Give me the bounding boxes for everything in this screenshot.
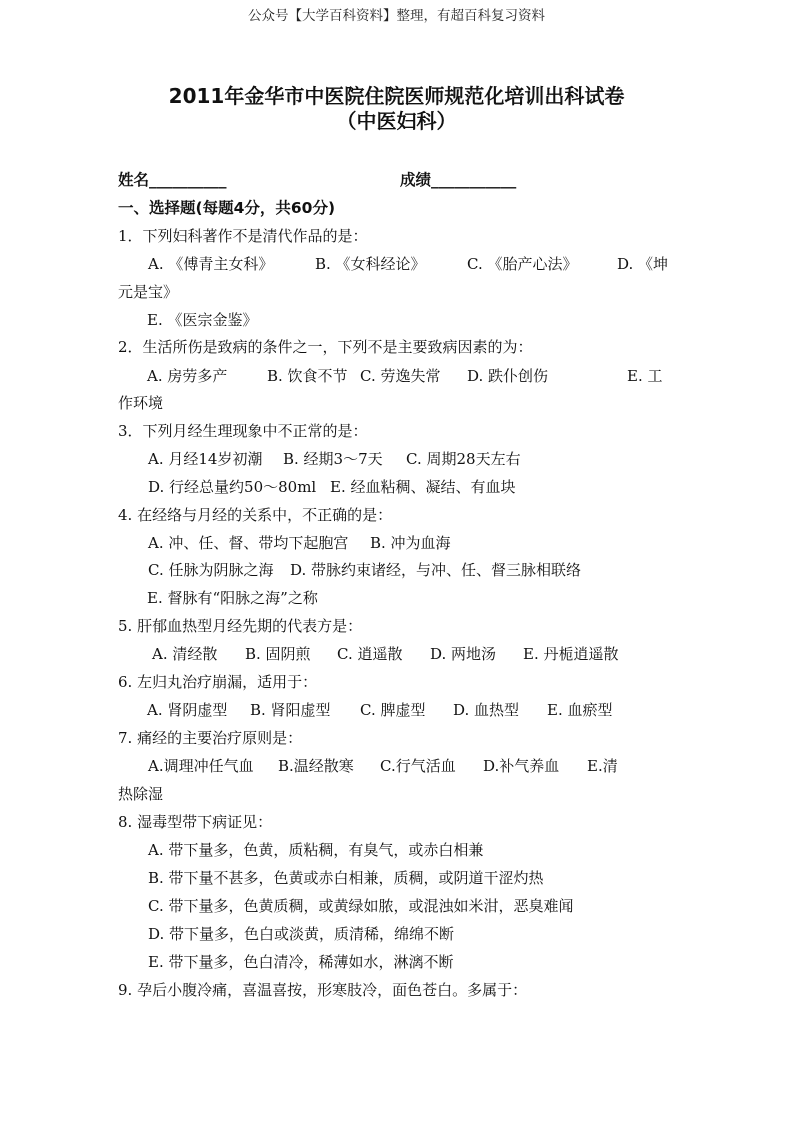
question-option: A. 月经14岁初潮 <box>148 450 263 468</box>
question-stem: 4. 在经络与月经的关系中，不正确的是： <box>118 506 393 524</box>
question-option: C.行气活血 <box>380 757 456 775</box>
question-option: A. 房劳多产 <box>147 367 228 385</box>
question-stem: 5. 肝郁血热型月经先期的代表方是： <box>118 617 363 635</box>
question-stem: 2．生活所伤是致病的条件之一，下列不是主要致病因素的为： <box>118 338 533 356</box>
page-header-note: 公众号【大学百科资料】整理，有超百科复习资料 <box>248 8 545 24</box>
question-option: B.温经散寒 <box>278 757 354 775</box>
exam-title: 2011年金华市中医院住院医师规范化培训出科试卷 <box>168 84 625 108</box>
question-option: E. 血瘀型 <box>547 701 613 719</box>
question-option: B. 固阴煎 <box>245 645 311 663</box>
question-option: A. 带下量多，色黄，质粘稠，有臭气，或赤白相兼 <box>148 841 484 859</box>
question-option: E. 督脉有“阳脉之海”之称 <box>147 589 318 607</box>
question-option: A. 肾阴虚型 <box>147 701 228 719</box>
question-option: B. 肾阳虚型 <box>250 701 331 719</box>
question-stem: 3．下列月经生理现象中不正常的是： <box>118 422 368 440</box>
question-option: E.清 <box>587 757 618 775</box>
question-option: A. 清经散 <box>152 645 218 663</box>
question-option: D. 带下量多，色白或淡黄，质清稀，绵绵不断 <box>148 925 455 943</box>
question-option: E. 丹栀逍遥散 <box>523 645 619 663</box>
question-option: C. 带下量多，色黄质稠，或黄绿如脓，或混浊如米泔，恶臭难闻 <box>148 897 574 915</box>
question-stem: 7. 痛经的主要治疗原则是： <box>118 729 303 747</box>
question-option: D. 带脉约束诸经，与冲、任、督三脉相联络 <box>290 561 582 579</box>
exam-subtitle: （中医妇科） <box>336 109 457 133</box>
question-option: D. 跌仆创伤 <box>467 367 549 385</box>
question-option: 元是宝》 <box>118 283 179 301</box>
question-option: A.调理冲任气血 <box>148 757 254 775</box>
question-option: E. 工 <box>627 367 663 385</box>
question-option: D. 两地汤 <box>430 645 497 663</box>
question-option: B. 经期3～7天 <box>283 450 383 468</box>
question-stem: 9. 孕后小腹冷痛，喜温喜按，形寒肢冷，面色苍白。多属于： <box>118 981 528 999</box>
question-option: E. 经血粘稠、凝结、有血块 <box>330 478 516 496</box>
question-option: E. 带下量多，色白清冷，稀薄如水，淋漓不断 <box>148 953 454 971</box>
question-option: C. 脾虚型 <box>360 701 426 719</box>
question-option: D. 行经总量约50～80ml <box>148 478 317 496</box>
question-option: B. 带下量不甚多，色黄或赤白相兼，质稠，或阴道干涩灼热 <box>148 869 544 887</box>
question-option: E. 《医宗金鉴》 <box>147 311 258 329</box>
question-option: D.补气养血 <box>483 757 560 775</box>
question-option: C. 任脉为阴脉之海 <box>148 561 274 579</box>
question-option: D. 《坤 <box>617 255 669 273</box>
question-option: C. 《胎产心法》 <box>467 255 578 273</box>
question-option: 作环境 <box>118 394 164 412</box>
question-option: D. 血热型 <box>453 701 520 719</box>
name-field: 姓名__________ <box>118 171 227 189</box>
question-stem: 1．下列妇科著作不是清代作品的是： <box>118 227 368 245</box>
question-option: B. 冲为血海 <box>370 534 451 552</box>
question-option: A. 《傅青主女科》 <box>148 255 274 273</box>
score-field: 成绩___________ <box>400 171 517 189</box>
question-stem: 6. 左归丸治疗崩漏，适用于： <box>118 673 318 691</box>
question-option: C. 周期28天左右 <box>406 450 521 468</box>
question-option: C. 劳逸失常 <box>360 367 441 385</box>
question-option: C. 逍遥散 <box>337 645 403 663</box>
question-stem: 8. 湿毒型带下病证见： <box>118 813 273 831</box>
question-option: 热除湿 <box>118 785 164 803</box>
question-option: B. 饮食不节 <box>267 367 348 385</box>
question-option: B. 《女科经论》 <box>315 255 426 273</box>
section-heading: 一、选择题(每题4分，共60分) <box>118 199 336 217</box>
question-option: A. 冲、任、督、带均下起胞宫 <box>148 534 349 552</box>
